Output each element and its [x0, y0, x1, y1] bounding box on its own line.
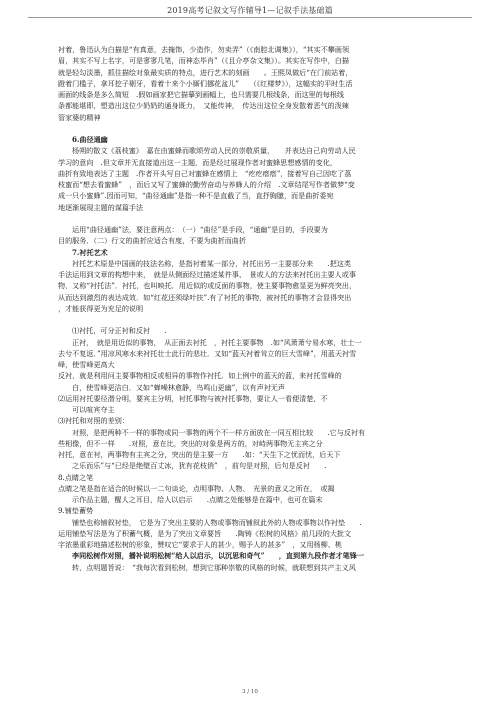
- text-line: 物，又称“衬托法”．衬托，也叫映托．用近似的或反面的事物，使主要事物愈显更为鲜亮突出，: [58, 281, 357, 291]
- text-line: 学习的意向 .但文章并无直接道出这一主题，而是经过展现作者对蜜蜂思想感情的变化，: [58, 157, 337, 167]
- text-line: [58, 595, 440, 606]
- text-line: 示作品主题，醒人之耳目，给人以启示 .点睛之处能够是在篇中，也可在篇末: [72, 495, 323, 504]
- text-line: [58, 123, 440, 134]
- section-heading: 7.衬托艺术: [72, 247, 108, 257]
- text-line: 从而达到激烈的表达成效．如“红花还须绿叶扶”.有了衬托的事物，被衬托的事物才会显得突出: [58, 292, 352, 302]
- text-line: ⑵运用衬托要径潜分明，要宾主分明，衬托事物与被衬托事物，要让人一看便清楚，不: [58, 393, 328, 403]
- text-line: 点睛之笔是指在适合的时候以一二句谈论，点明事物、人物、 光景的意义之所在， 或揭: [58, 483, 335, 493]
- text-line: 峰，使雪峰更高大: [58, 360, 115, 369]
- text-line: 衬托，意在衬，两事物有主宾之分，突出的是主要一方 .如：“天生下之忧而忧，后天下: [58, 450, 341, 459]
- section-heading: 6.曲径通幽: [72, 135, 108, 144]
- text-line: [58, 314, 440, 325]
- text-line: [58, 640, 440, 651]
- text-line: 衬托艺术原是中国画的技法名称，是指衬着某一部分，衬托出另一主要部分来 .把这类: [72, 258, 351, 268]
- section-heading: [58, 584, 440, 595]
- page-number: 3 / 10: [242, 689, 258, 695]
- text-line: 条都能堪即，塑造出这位少奶奶的通身既力， 又能传神， 传达出这位全身发散着恶气的泼辣: [58, 101, 349, 111]
- text-line: 地逐渐展现主题的谋篇手法: [58, 202, 144, 212]
- page-header: 2019高考记叙文写作辅导1—记叙手法基础篇: [167, 6, 333, 15]
- text-line: [58, 213, 440, 224]
- text-line: 正衬， 就是用近似的事物， 从正面去衬托 ，衬托主要事物 .如“风萧萧兮易水寒，壮士一: [72, 337, 362, 347]
- text-line: 些相像，但不一样 .对照，意在比，突出的对象是两方的，对峙两事物无主宾之分: [58, 438, 323, 448]
- text-line: 可以喧宾夺主: [72, 405, 115, 414]
- text-line: 反衬，就是利用问主要事物相反或相异的事物作衬托．如上例中的蓝天的蓝，来衬托雪峰的: [58, 371, 342, 381]
- text-line: 运用铺垫写法是为了积蓄气概，是为了突出文章要旨 .陶铸《松树的风格》前几段的大批文: [58, 528, 352, 538]
- text-line: 枝蜜而“想去看蜜蜂” ，而后又写了蜜蜂的勤劳奋动与养蜂人的介绍 .文章结尾写作者做梦“变: [58, 180, 355, 189]
- text-line: 运用“曲径通幽”法，要注意两点： （一）“曲径”是手段，“通幽”是目的，手段要为: [72, 225, 328, 234]
- text-line: 杨朔的散文《荔枝蜜》 嘉在由蜜蜂而歌颂劳动人民的崇敬质量， 并表达自己向劳动人民: [72, 146, 356, 156]
- text-line: 去兮不复返．”用凉风寒水来衬托壮士此行的悲壮．又如“蓝天衬着耸立的巨大雪峰”，用蓝天衬雪: [58, 348, 357, 358]
- text-line: 9.铺垫蓄势: [58, 506, 94, 516]
- section-heading: 李同松树作对照，播补说明松树“给人以启示，以沉思和奇气” ，直到第九段作者才笔锋一: [72, 551, 364, 561]
- text-line: ⑴衬托，可分正衬和反衬 .: [72, 326, 167, 336]
- text-line: [58, 607, 440, 618]
- text-line: 目的服务．（二）行文的曲折应适合有度，不要为曲折而曲折: [58, 236, 246, 246]
- text-line: [58, 629, 440, 640]
- header-divider: [28, 17, 472, 18]
- text-line: 转，点明题旨说： “我每次看到松树，想到它那种崇敬的风格的时候，就联想到共产主义风: [72, 562, 356, 572]
- text-line: 就是轻勾淡墨，抓住描绘对象最实质的特点，进行艺术的刻画 。王熙凤做后“在门前站着，: [58, 67, 353, 77]
- text-line: 之乐而乐”与“已经是绝壁百丈冰，犹有花枝俏” ，前句是对照，后句是反衬 .: [72, 461, 327, 471]
- text-line: 衬着，鲁迅认为白描是“有真意，去掩饰，少造作，勿卖弄”（《南腔北调集》），“其实不攀画领: [58, 45, 350, 54]
- text-line: 管家婆的精神: [58, 112, 101, 122]
- text-line: [58, 618, 440, 629]
- text-line: 手法运用到文章的构想中来， 就是从侧面经过描述某件事、 景或人的方法来衬托出主要人或事: [58, 270, 356, 279]
- text-line: 成一只小蜜蜂”.因而可知，“曲径通幽”是指一种不是直截了当，直抒胸臆，而是曲折委宛: [58, 191, 334, 201]
- document-body: [58, 44, 440, 663]
- text-line: 曲折有致地表达了主题 .作者开头写自己对蜜蜂在感情上 “疙疙瘩瘩”，接着写自己因吃了荔: [58, 168, 352, 178]
- text-line: ，才能获得更为充足的说明: [58, 303, 144, 313]
- text-line: 蹬着门槛子，拿耳挖子剔牙，看着十来个小厮们挪花盆儿” （《红楼梦》），这幅实的平时生活: [58, 78, 353, 88]
- text-line: 对照，是把两种不一样的事物或同一事物的两个不一样方面放在一同互相比较 .它与反衬有: [72, 427, 366, 437]
- text-line: 字浓墨重彩地描述松树的形象，赞叹它“要求于人的甚少，赐予人的甚多” ，又用杨柳、桃: [58, 540, 342, 549]
- text-line: 8.点睛之笔: [58, 472, 94, 482]
- text-line: 眉，其实不写上名字，可是寥寥几笔，而神态毕肖”（《且介亭杂文集》）。其实在写作中，白描: [58, 56, 349, 66]
- text-line: [58, 573, 440, 584]
- text-line: [58, 652, 440, 663]
- text-line: 画面的线条是多么简短 .假如画家把它描摹到画幅上，也只需要几根线条，而这里的每根线: [58, 90, 345, 99]
- text-line: ⑶衬托和对照的差别：: [58, 416, 129, 426]
- text-line: 铺垫也称铺叙衬垫， 它是为了突出主要的人物或事物而铺叙此外的人物或事物以作衬垫 .: [72, 517, 362, 527]
- text-line: 白，使雪峰更洁白．又如“蝉噪林愈静，鸟鸣山更幽”，以有声衬无声: [72, 382, 285, 392]
